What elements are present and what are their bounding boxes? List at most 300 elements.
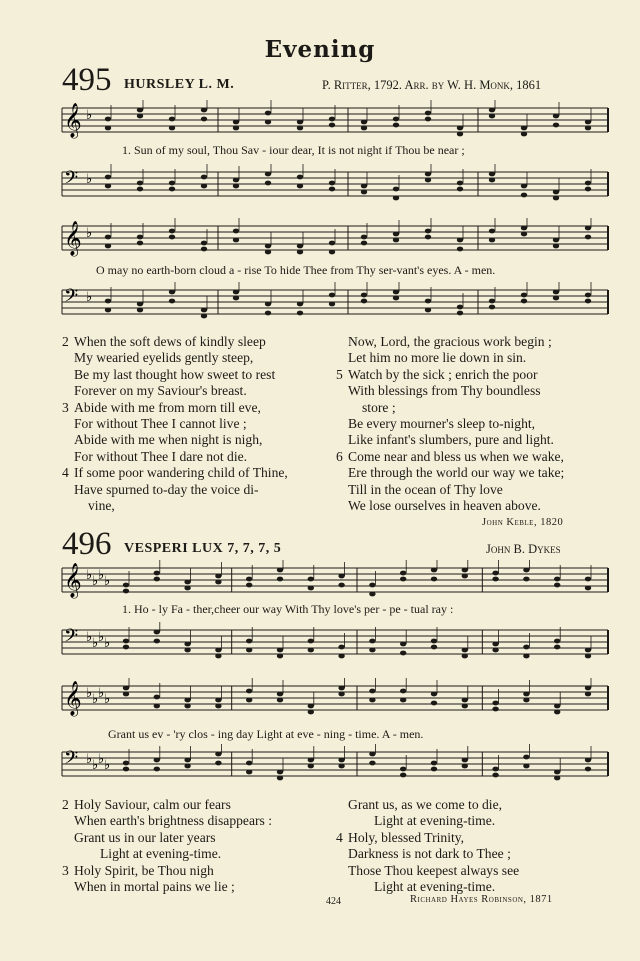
verse-text: Light at evening-time. [100,846,222,862]
note-head [369,592,375,597]
note-head [585,293,591,298]
note-head [431,701,437,706]
note-head [393,238,399,243]
flat-icon: ♭ [98,751,105,766]
note-head [585,187,591,192]
note-head [137,308,143,313]
note-head [425,235,431,240]
note-head [369,698,375,703]
note-head [361,126,367,131]
note-head [492,571,498,576]
note-head [265,111,271,116]
note-head [425,117,431,122]
verse-line [336,813,519,829]
verse-line [336,432,564,448]
note-head [492,577,498,582]
note-head [369,689,375,694]
verse-line [62,350,288,366]
note-head [521,226,527,231]
note-head [585,226,591,231]
verse-line [336,846,519,862]
note-head [361,184,367,189]
note-head [338,764,344,769]
note-head [169,187,175,192]
verse-text: vine, [88,498,115,514]
note-head [123,767,129,772]
note-head [492,773,498,778]
note-head [308,764,314,769]
note-head [521,293,527,298]
note-head [585,299,591,304]
flat-icon: ♭ [86,225,93,240]
verse-text: With blessings from Thy boundless [348,383,541,399]
note-head [265,172,271,177]
note-head [425,229,431,234]
bass-clef-icon: 𝄢 [64,748,79,773]
flat-icon: ♭ [104,635,111,650]
note-head [154,704,160,709]
verse-line [62,449,288,465]
note-head [393,187,399,192]
verse-text: When in mortal pains we lie ; [74,879,235,895]
treble-clef-icon: 𝄞 [64,221,82,256]
note-head [154,577,160,582]
note-head [521,126,527,131]
verse-line [62,863,272,879]
note-head [137,114,143,119]
note-head [233,126,239,131]
note-head [277,698,283,703]
note-head [400,689,406,694]
note-head [431,692,437,697]
note-head [329,241,335,246]
note-head [462,698,468,703]
note-head [585,692,591,697]
note-head [523,692,529,697]
note-head [393,196,399,201]
hymn-495-verses-left [62,334,288,514]
note-head [457,181,463,186]
note-head [369,583,375,588]
verse-line [62,498,288,514]
note-head [201,241,207,246]
note-head [308,710,314,715]
note-head [123,686,129,691]
verse-text: Light at evening-time. [374,879,496,895]
note-head [393,123,399,128]
note-head [184,758,190,763]
verse-text: Holy, blessed Trinity, [348,829,465,845]
note-head [553,290,559,295]
note-head [201,308,207,313]
note-head [425,111,431,116]
note-head [554,639,560,644]
verse-line [336,797,519,813]
note-head [105,126,111,131]
note-head [361,190,367,195]
note-head [361,293,367,298]
note-head [233,120,239,125]
note-head [154,571,160,576]
note-head [369,752,375,757]
hymn-496-system-2-treble [0,678,640,720]
note-head [329,302,335,307]
page-title: Evening [264,36,376,63]
note-head [425,308,431,313]
page-number: 424 [326,896,341,907]
note-head [169,235,175,240]
note-head [523,698,529,703]
verse-text: Be my last thought how sweet to rest [74,366,276,382]
note-head [523,654,529,659]
hymn-495-verses-right [336,334,564,514]
note-head [308,586,314,591]
note-head [123,583,129,588]
flat-icon: ♭ [86,567,93,582]
note-head [400,773,406,778]
note-head [201,117,207,122]
verse-line [62,432,288,448]
note-head [585,126,591,131]
verse-line [62,813,272,829]
note-head [201,314,207,319]
note-head [554,583,560,588]
hymn-496-author: Richard Hayes Robinson, 1871 [410,894,553,905]
verse-text: Till in the ocean of Thy love [348,481,503,497]
note-head [523,577,529,582]
note-head [553,114,559,119]
hymn-495-credit: P. Ritter, 1792. Arr. by W. H. Monk, 1861 [322,78,542,92]
flat-icon: ♭ [92,635,99,650]
note-head [169,229,175,234]
verse-line [336,879,519,895]
note-head [338,574,344,579]
note-head [431,639,437,644]
note-head [400,642,406,647]
note-head [246,577,252,582]
note-head [338,654,344,659]
hymn-495-tune: HURSLEY L. M. [124,77,235,92]
note-head [169,290,175,295]
verse-text: My wearied eyelids gently steep, [74,350,254,366]
note-head [215,648,221,653]
flat-icon: ♭ [92,757,99,772]
note-head [457,247,463,252]
note-head [184,698,190,703]
note-head [462,704,468,709]
note-head [400,571,406,576]
verse-text: Holy Saviour, calm our fears [74,797,231,812]
note-head [308,639,314,644]
note-head [137,181,143,186]
note-head [369,648,375,653]
note-head [277,770,283,775]
hymn-496-system-1-treble [0,560,640,602]
note-head [233,178,239,183]
flat-icon: ♭ [98,629,105,644]
flat-icon: ♭ [86,685,93,700]
note-head [233,184,239,189]
note-head [123,639,129,644]
note-head [184,764,190,769]
note-head [329,187,335,192]
note-head [329,181,335,186]
note-head [554,710,560,715]
verse-number: 2 [62,797,69,812]
verse-text: Grant us in our later years [74,829,216,845]
hymn-496-tune: VESPERI LUX 7, 7, 7, 5 [124,541,282,556]
note-head [554,577,560,582]
bass-clef-icon: 𝄢 [64,168,79,193]
note-head [492,648,498,653]
note-head [137,187,143,192]
flat-icon: ♭ [86,751,93,766]
note-head [553,196,559,201]
note-head [492,701,498,706]
note-head [169,299,175,304]
hymn-495-author: John Keble, 1820 [482,517,564,528]
verse-line [62,797,272,813]
note-head [123,645,129,650]
note-head [265,244,271,249]
note-head [462,654,468,659]
note-head [215,698,221,703]
note-head [169,126,175,131]
verse-text: Be every mourner's sleep to-night, [348,416,536,432]
note-head [361,235,367,240]
note-head [393,232,399,237]
note-head [489,172,495,177]
verse-text: Now, Lord, the gracious work begin ; [348,334,552,349]
verse-line [336,482,564,498]
hymn-495-lyrics-line-1: 1. Sun of my soul, Thou Sav - iour dear, It is not night if Thou be near ; [122,143,465,157]
note-head [215,761,221,766]
note-head [246,648,252,653]
note-head [329,293,335,298]
note-head [431,568,437,573]
note-head [329,250,335,255]
verse-text: Abide with me from morn till eve, [74,399,261,415]
note-head [338,686,344,691]
verse-text: Forever on my Saviour's breast. [74,383,247,399]
note-head [246,770,252,775]
note-head [338,583,344,588]
note-head [297,175,303,180]
note-head [184,580,190,585]
verse-line [62,367,288,383]
note-head [215,654,221,659]
hymn-495-system-2-treble [0,218,640,260]
verse-text: Come near and bless us when we wake, [348,448,564,464]
verse-text: Those Thou keepest always see [348,862,520,878]
note-head [489,305,495,310]
note-head [369,639,375,644]
note-head [462,568,468,573]
note-head [233,290,239,295]
note-head [201,108,207,113]
verse-number: 4 [62,465,69,481]
note-head [462,758,468,763]
note-head [184,704,190,709]
note-head [457,311,463,316]
verse-text: Let him no more lie down in sin. [348,350,527,366]
note-head [523,755,529,760]
verse-line [336,830,519,846]
note-head [462,764,468,769]
note-head [492,642,498,647]
verse-line [62,482,288,498]
note-head [265,302,271,307]
note-head [297,244,303,249]
note-head [233,229,239,234]
note-head [154,767,160,772]
verse-text: For without Thee I cannot live ; [74,416,247,432]
note-head [215,752,221,757]
verse-line [336,449,564,465]
note-head [361,299,367,304]
hymn-496-verses-right [336,797,519,895]
note-head [137,302,143,307]
note-head [585,235,591,240]
note-head [521,132,527,137]
verse-line [62,400,288,416]
verse-number: 3 [62,399,69,415]
staff-lines [62,630,608,654]
note-head [425,172,431,177]
note-head [137,108,143,113]
note-head [400,651,406,656]
note-head [184,586,190,591]
verse-text: store ; [362,399,396,415]
note-head [277,577,283,582]
verse-text: Holy Spirit, be Thou nigh [74,862,214,878]
note-head [425,178,431,183]
note-head [489,178,495,183]
verse-text: Light at evening-time. [374,813,496,829]
note-head [277,648,283,653]
note-head [338,645,344,650]
note-head [489,299,495,304]
note-head [154,758,160,763]
note-head [393,290,399,295]
note-head [265,250,271,255]
verse-number: 5 [336,366,343,382]
verse-text: Like infant's slumbers, pure and light. [348,432,554,448]
note-head [523,645,529,650]
note-head [457,238,463,243]
verse-line [62,465,288,481]
verse-line [336,350,564,366]
note-head [308,704,314,709]
note-head [105,308,111,313]
verse-text: We lose ourselves in heaven above. [348,498,541,514]
note-head [457,126,463,131]
note-head [154,639,160,644]
note-head [431,767,437,772]
note-head [585,767,591,772]
verse-line [336,383,564,399]
flat-icon: ♭ [86,107,93,122]
verse-line [336,465,564,481]
note-head [554,645,560,650]
note-head [554,770,560,775]
verse-number: 2 [62,334,69,349]
note-head [523,764,529,769]
note-head [521,184,527,189]
note-head [215,574,221,579]
verse-line [62,383,288,399]
treble-clef-icon: 𝄞 [64,681,82,716]
note-head [425,299,431,304]
note-head [457,187,463,192]
note-head [265,181,271,186]
note-head [123,589,129,594]
flat-icon: ♭ [92,691,99,706]
note-head [489,114,495,119]
note-head [462,648,468,653]
treble-clef-icon: 𝄞 [64,103,82,138]
note-head [329,123,335,128]
note-head [521,232,527,237]
note-head [297,120,303,125]
hymn-496-lyrics-line-1: 1. Ho - ly Fa - ther,cheer our way With Thy love's per - pe - tual ray : [122,602,454,616]
note-head [585,654,591,659]
note-head [201,184,207,189]
verse-line [336,334,564,350]
note-head [585,120,591,125]
note-head [553,123,559,128]
note-head [489,229,495,234]
note-head [201,247,207,252]
note-head [338,758,344,763]
note-head [553,296,559,301]
verse-text: Ere through the world our way we take; [348,465,565,481]
verse-text: Grant us, as we come to die, [348,797,503,812]
note-head [297,126,303,131]
note-head [215,580,221,585]
note-head [169,117,175,122]
verse-number: 3 [62,862,69,878]
note-head [361,120,367,125]
note-head [431,645,437,650]
note-head [400,698,406,703]
verse-line [62,416,288,432]
flat-icon: ♭ [104,573,111,588]
note-head [265,120,271,125]
note-head [457,132,463,137]
verse-line [62,846,272,862]
note-head [431,761,437,766]
note-head [246,761,252,766]
verse-text: For without Thee I dare not die. [74,448,248,464]
note-head [400,577,406,582]
note-head [233,296,239,301]
flat-icon: ♭ [86,289,93,304]
flat-icon: ♭ [98,685,105,700]
treble-clef-icon: 𝄞 [64,563,82,598]
note-head [277,776,283,781]
note-head [308,758,314,763]
hymn-496-number: 496 [62,526,112,562]
verse-line [336,400,564,416]
flat-icon: ♭ [104,691,111,706]
note-head [105,299,111,304]
note-head [137,241,143,246]
note-head [489,108,495,113]
flat-icon: ♭ [86,171,93,186]
verse-text: If some poor wandering child of Thine, [74,465,288,481]
note-head [308,648,314,653]
